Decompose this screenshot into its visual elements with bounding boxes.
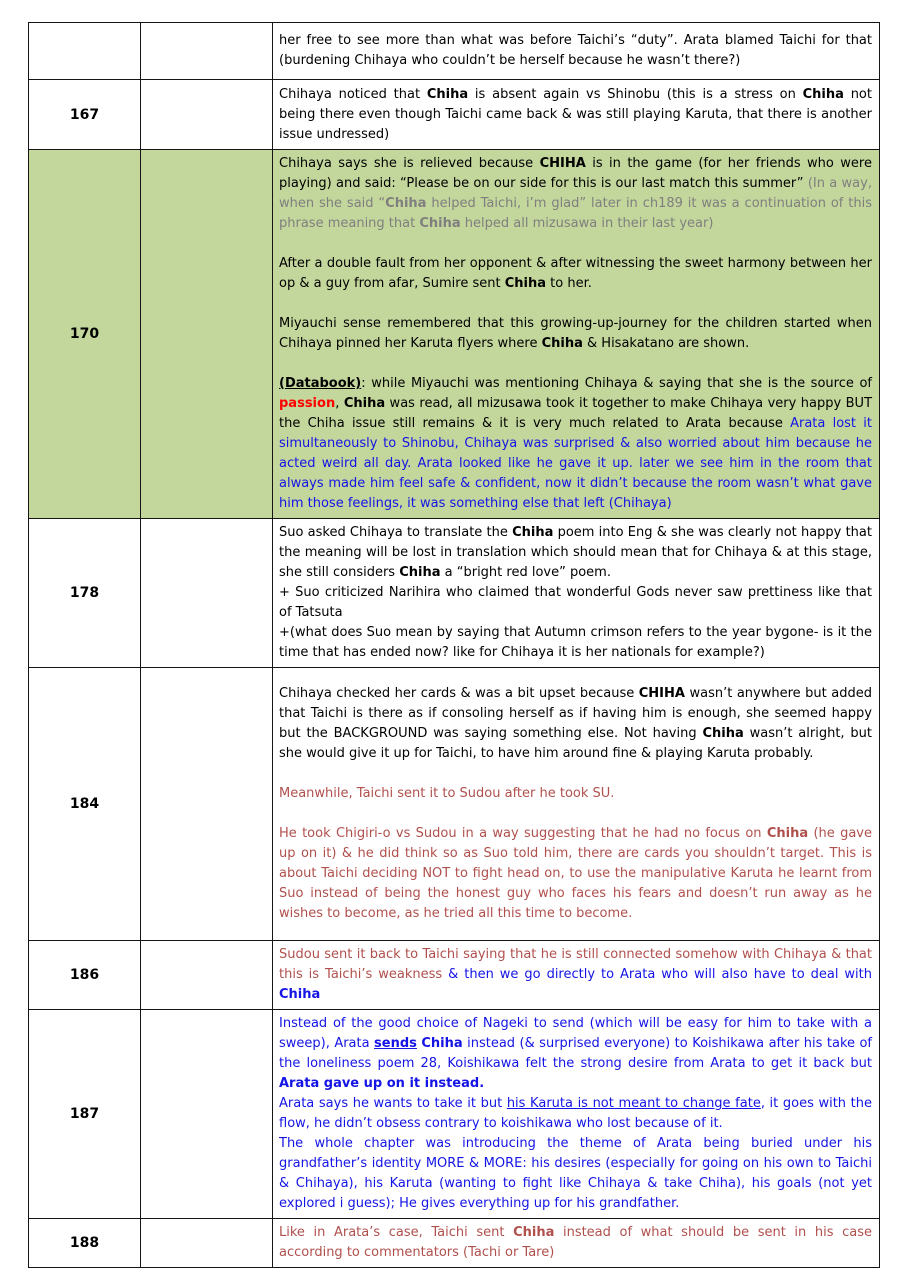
note-paragraph [279, 623, 872, 663]
text-segment: , it goes with the flow, he didn’t obsess contrary to koishikawa who lost because of it. [279, 1096, 872, 1131]
text-segment: & Hisakatano are shown. [582, 336, 750, 351]
chapter-number-cell [29, 668, 141, 941]
text-segment: Instead of the good choice of Nageki to send (which will be easy for him to take with a sweep), Arata [279, 1016, 872, 1051]
text-segment: is in the game (for her friends who were playing) and said: “Please be on our side for this is our last match this summer” [279, 156, 872, 191]
chapter-notes-cell [273, 80, 880, 150]
text-segment: was read, all mizusawa took it together to make Chihaya very happy BUT the Chiha issue still remains & it is very much related to Arata because [279, 396, 873, 431]
empty-notes-cell [141, 668, 273, 941]
text-segment: Chiha [802, 86, 844, 102]
chapter-number-cell [29, 150, 141, 519]
text-segment: Chiha [504, 276, 547, 291]
text-segment: Arata gave up on it instead. [279, 1076, 485, 1091]
blank-line [279, 764, 872, 784]
text-segment: & then we go directly to Arata who will also have to deal with [448, 967, 872, 982]
chapter-notes-cell [273, 519, 880, 668]
note-paragraph [279, 1094, 872, 1134]
chapter-number: 167 [69, 106, 100, 123]
text-segment: Chiha [702, 726, 744, 741]
text-segment: helped Taichi, i’m glad” later in ch189 it was a continuation of this phrase meaning that [279, 196, 873, 231]
text-segment: Chihaya says she is relieved because [279, 156, 540, 171]
note-paragraph [279, 85, 872, 145]
chapter-notes-cell [273, 941, 880, 1010]
text-segment: Chiha [426, 86, 469, 102]
chapter-notes-cell [273, 1010, 880, 1219]
note-paragraph [279, 1134, 872, 1214]
note-paragraph [279, 374, 872, 514]
note-paragraph [279, 1014, 872, 1094]
blank-line [279, 294, 872, 314]
empty-notes-cell [141, 23, 273, 80]
text-segment: (Databook) [279, 376, 362, 391]
text-segment: sends [374, 1036, 417, 1051]
text-segment: wasn’t anywhere but added that Taichi is there as if consoling herself as if having him is enough, she seemed happy but the BACKGROUND was saying something else. Not having [279, 686, 872, 741]
table-row [29, 668, 880, 941]
chapter-number: 170 [69, 326, 100, 342]
blank-line [279, 234, 872, 254]
text-segment: poem into Eng & she was clearly not happy that the meaning will be lost in translation which should mean that for Chihaya & at this stage, she still considers [279, 525, 872, 580]
text-segment: : while Miyauchi was mentioning Chihaya & saying that she is the source of [361, 376, 872, 391]
text-segment: CHIHA [539, 156, 586, 171]
chapter-number-cell [29, 80, 141, 150]
table-row [29, 941, 880, 1010]
text-segment: Chiha [343, 396, 386, 411]
chapter-number-cell [29, 1219, 141, 1268]
table-row [29, 1219, 880, 1268]
text-segment: Chiha [421, 1036, 463, 1051]
text-segment: passion [279, 396, 336, 411]
chapter-notes-cell [273, 668, 880, 941]
text-segment: helped all mizusawa in their last year) [460, 216, 714, 231]
chapter-number: 187 [69, 1106, 100, 1122]
text-segment: Miyauchi sense remembered that this growing-up-journey for the children started when Chihaya pinned her Karuta flyers where [279, 316, 872, 351]
chapter-notes-cell [273, 1219, 880, 1268]
empty-notes-cell [141, 1219, 273, 1268]
empty-notes-cell [141, 519, 273, 668]
text-segment: (In a way, when she said “ [279, 176, 872, 211]
note-paragraph [279, 824, 872, 924]
chapter-notes-cell [273, 150, 880, 519]
text-segment: instead (& surprised everyone) to Koishikawa after his take of the loneliness poem 28, Koishikawa felt the strong desire from Arata to get it back but [279, 1036, 872, 1071]
text-segment: He took Chigiri-o vs Sudou in a way suggesting that he had no focus on [279, 826, 767, 841]
empty-notes-cell [141, 941, 273, 1010]
chapter-number: 188 [69, 1235, 100, 1251]
text-segment: Chiha [279, 987, 321, 1002]
table-row [29, 519, 880, 668]
text-segment: Chiha [766, 826, 809, 841]
text-segment: a “bright red love” poem. [440, 565, 611, 580]
text-segment: After a double fault from her opponent & after witnessing the sweet harmony between her op & a guy from afar, Sumire sent [279, 256, 872, 291]
chapter-number-cell [29, 1010, 141, 1219]
chapters-table-body [29, 23, 880, 1268]
text-segment: her free to see more than what was before Taichi’s “duty”. Arata blamed Taichi for that (burdening Chihaya who couldn’t be herself because he wasn’t there?) [279, 33, 872, 68]
text-segment: , [335, 396, 344, 411]
table-row [29, 80, 880, 150]
note-paragraph [279, 1223, 872, 1263]
text-segment: wasn’t alright, but she would give it up for Taichi, to have him around fine & playing Karuta probably. [279, 726, 872, 761]
text-segment: Arata lost it simultaneously to Shinobu, Chihaya was surprised & also worried about him because he acted weird all day. Arata looked like he gave it up. later we see him in the room that always made him feel safe & confident, now it didn’t because the room wasn’t what gave him those feelings, it was something else that left (Chihaya) [279, 416, 872, 511]
text-segment: Chiha [541, 336, 583, 351]
text-segment: (he gave up on it) & he did think so as Suo told him, there are cards you shouldn’t target. This is about Taichi deciding NOT to fight head on, to use the manipulative Karuta he learnt from Suo instead of being the honest guy who faces his fears and doesn’t run away as he wishes to become, as he tried all this time to become. [279, 826, 872, 921]
text-segment: Sudou sent it back to Taichi saying that he is still connected somehow with Chihaya & that this is Taichi’s weakness [279, 947, 872, 982]
chapter-notes-cell [273, 23, 880, 80]
text-segment: instead of what should be sent in his case according to commentators (Tachi or Tare) [279, 1225, 872, 1260]
text-segment: Chiha [399, 565, 441, 580]
text-segment: Chiha [385, 196, 427, 211]
empty-notes-cell [141, 80, 273, 150]
chapter-number: 178 [69, 585, 100, 601]
note-paragraph [279, 31, 872, 71]
text-segment: Meanwhile, Taichi sent it to Sudou after he took SU. [279, 786, 615, 801]
note-paragraph [279, 523, 872, 583]
note-paragraph [279, 784, 872, 804]
note-paragraph [279, 945, 872, 1005]
empty-notes-cell [141, 150, 273, 519]
chapter-number-cell [29, 941, 141, 1010]
blank-line [279, 804, 872, 824]
text-segment: The whole chapter was introducing the theme of Arata being buried under his grandfather’s identity MORE & MORE: his desires (especially for going on his own to Taichi & Chihaya), his Karuta (wanting to fight like Chihaya & take Chiha), his goals (not yet explored i guess); He gives everything up for his grandfather. [279, 1136, 872, 1211]
note-paragraph [279, 684, 872, 764]
text-segment: is absent again vs Shinobu (this is a stress on [468, 86, 803, 102]
text-segment: Arata says he wants to take it but [279, 1096, 507, 1111]
table-row [29, 23, 880, 80]
note-paragraph [279, 254, 872, 294]
text-segment: not being there even though Taichi came back & was still playing Karuta, that there is another issue undressed) [279, 86, 872, 142]
note-paragraph [279, 154, 872, 234]
table-row [29, 1010, 880, 1219]
text-segment: Like in Arata’s case, Taichi sent [279, 1225, 514, 1240]
text-segment: Suo asked Chihaya to translate the [279, 525, 513, 540]
text-segment: Chiha [513, 1225, 555, 1240]
text-segment: Chihaya checked her cards & was a bit upset because [279, 686, 639, 701]
empty-notes-cell [141, 1010, 273, 1219]
text-segment: +(what does Suo mean by saying that Autumn crimson refers to the year bygone- is it the time that has ended now? like for Chihaya it is her nationals for example?) [279, 625, 872, 660]
chapters-table [28, 22, 880, 1268]
blank-line [279, 354, 872, 374]
note-paragraph [279, 583, 872, 623]
note-paragraph [279, 314, 872, 354]
table-row [29, 150, 880, 519]
text-segment: Chihaya noticed that [279, 86, 427, 102]
chapter-number-cell [29, 519, 141, 668]
text-segment: to her. [546, 276, 592, 291]
text-segment: Chiha [512, 525, 554, 540]
text-segment: Chiha [419, 216, 461, 231]
text-segment: his Karuta is not meant to change fate [506, 1096, 761, 1111]
chapter-number: 184 [69, 796, 100, 812]
chapter-number: 186 [69, 967, 100, 983]
chapter-number-cell [29, 23, 141, 80]
text-segment: + Suo criticized Narihira who claimed that wonderful Gods never saw prettiness like that of Tatsuta [279, 585, 872, 620]
text-segment: CHIHA [638, 686, 685, 701]
